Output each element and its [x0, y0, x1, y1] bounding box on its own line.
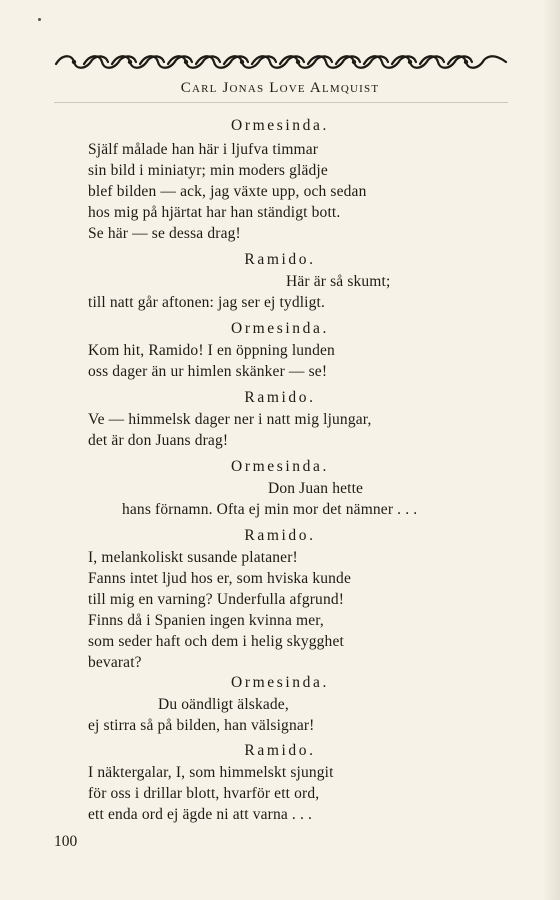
verse-line: Fanns intet ljud hos er, som hviska kunde [88, 570, 351, 587]
verse-line: I, melankoliskt susande plataner! [88, 549, 298, 566]
page-edge-shadow [542, 0, 560, 900]
speaker-name: Ormesinda. [231, 458, 329, 475]
speaker-name: Ramido. [244, 389, 316, 406]
verse-line: som seder haft och dem i helig skygghet [88, 633, 344, 650]
running-header: Carl Jonas Love Almquist [180, 80, 380, 96]
speaker-name: Ramido. [244, 527, 316, 544]
verse-line: ett enda ord ej ägde ni att varna . . . [88, 806, 313, 823]
verse-line: I näktergalar, I, som himmelskt sjungit [88, 764, 334, 781]
verse-line: hos mig på hjärtat har han ständigt bott. [88, 204, 341, 221]
verse-line: blef bilden — ack, jag växte upp, och sedan [88, 183, 367, 200]
verse-line: Ve — himmelsk dager ner i natt mig ljungar, [88, 411, 372, 428]
verse-line: hans förnamn. Ofta ej min mor det nämner . . . [122, 501, 418, 518]
verse-line: för oss i drillar blott, hvarför ett ord, [88, 785, 320, 802]
speck-mark [38, 18, 41, 21]
decorative-header-ornament [54, 52, 508, 72]
verse-line: Kom hit, Ramido! I en öppning lunden [88, 342, 335, 359]
verse-line: Don Juan hette [268, 480, 364, 497]
verse-line: Se här — se dessa drag! [88, 225, 241, 242]
verse-line: bevarat? [88, 654, 142, 671]
verse-line: Här är så skumt; [286, 273, 391, 290]
header-rule [54, 102, 508, 103]
speaker-name: Ormesinda. [231, 320, 329, 337]
speaker-name: Ramido. [244, 742, 316, 759]
verse-line: till mig en varning? Underfulla afgrund! [88, 591, 345, 608]
verse-line: till natt går aftonen: jag ser ej tydligt. [88, 294, 326, 311]
verse-line: Finns då i Spanien ingen kvinna mer, [88, 612, 324, 629]
page-number: 100 [54, 833, 78, 850]
verse-line: sin bild i miniatyr; min moders glädje [88, 162, 328, 179]
speaker-name: Ormesinda. [231, 117, 329, 134]
verse-line: Du oändligt älskade, [158, 696, 289, 713]
verse-line: Själf målade han här i ljufva timmar [88, 141, 319, 158]
speaker-name: Ormesinda. [231, 674, 329, 691]
verse-line: oss dager än ur himlen skänker — se! [88, 363, 328, 380]
verse-line: ej stirra så på bilden, han välsignar! [88, 717, 315, 734]
speaker-name: Ramido. [244, 251, 316, 268]
verse-line: det är don Juans drag! [88, 432, 229, 449]
